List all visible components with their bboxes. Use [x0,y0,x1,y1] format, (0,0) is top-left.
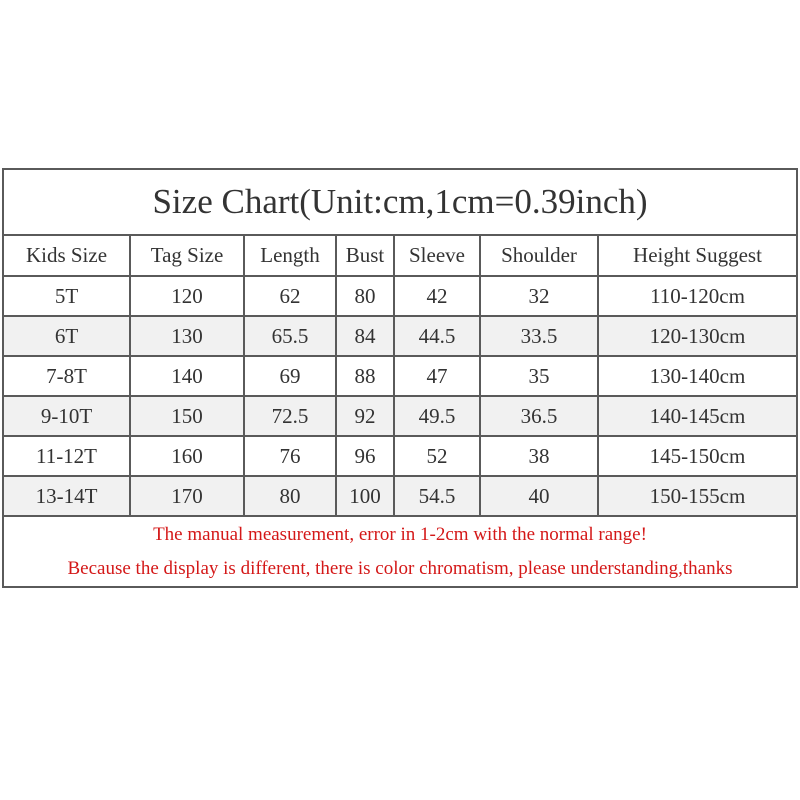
table-cell: 35 [480,356,598,396]
header-kids-size: Kids Size [4,236,130,276]
size-chart [2,168,798,588]
header-shoulder: Shoulder [480,236,598,276]
table-cell: 32 [480,276,598,316]
table-cell: 62 [244,276,336,316]
table-cell: 76 [244,436,336,476]
table-cell: 150-155cm [598,476,796,516]
table-cell: 140-145cm [598,396,796,436]
table-cell: 80 [244,476,336,516]
table-cell: 52 [394,436,480,476]
table-cell: 110-120cm [598,276,796,316]
table-cell: 96 [336,436,394,476]
table-cell: 11-12T [4,436,130,476]
table-cell: 33.5 [480,316,598,356]
size-table [4,236,796,517]
table-row [4,276,796,316]
table-cell: 13-14T [4,476,130,516]
table-cell: 5T [4,276,130,316]
table-cell: 92 [336,396,394,436]
color-chromatism-note: Because the display is different, there is color chromatism, please understanding,thanks [67,558,733,579]
table-row [4,476,796,516]
header-tag-size: Tag Size [130,236,244,276]
table-cell: 120 [130,276,244,316]
table-cell: 47 [394,356,480,396]
table-cell: 84 [336,316,394,356]
table-cell: 130 [130,316,244,356]
header-length: Length [244,236,336,276]
table-cell: 150 [130,396,244,436]
measurement-error-note: The manual measurement, error in 1-2cm with the normal range! [153,524,647,545]
table-cell: 100 [336,476,394,516]
header-sleeve: Sleeve [394,236,480,276]
table-cell: 130-140cm [598,356,796,396]
table-cell: 65.5 [244,316,336,356]
table-cell: 40 [480,476,598,516]
size-chart-title: Size Chart(Unit:cm,1cm=0.39inch) [4,170,796,236]
table-cell: 140 [130,356,244,396]
table-cell: 49.5 [394,396,480,436]
table-cell: 9-10T [4,396,130,436]
table-row [4,396,796,436]
table-cell: 145-150cm [598,436,796,476]
table-cell: 54.5 [394,476,480,516]
table-cell: 36.5 [480,396,598,436]
table-cell: 120-130cm [598,316,796,356]
table-cell: 42 [394,276,480,316]
table-cell: 160 [130,436,244,476]
table-row [4,436,796,476]
table-cell: 72.5 [244,396,336,436]
table-row [4,316,796,356]
header-height-suggest: Height Suggest [598,236,796,276]
table-row [4,356,796,396]
header-row [4,236,796,276]
table-cell: 69 [244,356,336,396]
table-cell: 88 [336,356,394,396]
table-cell: 7-8T [4,356,130,396]
table-cell: 80 [336,276,394,316]
header-bust: Bust [336,236,394,276]
table-cell: 44.5 [394,316,480,356]
table-cell: 170 [130,476,244,516]
table-cell: 38 [480,436,598,476]
measurement-notes [4,518,796,586]
table-cell: 6T [4,316,130,356]
